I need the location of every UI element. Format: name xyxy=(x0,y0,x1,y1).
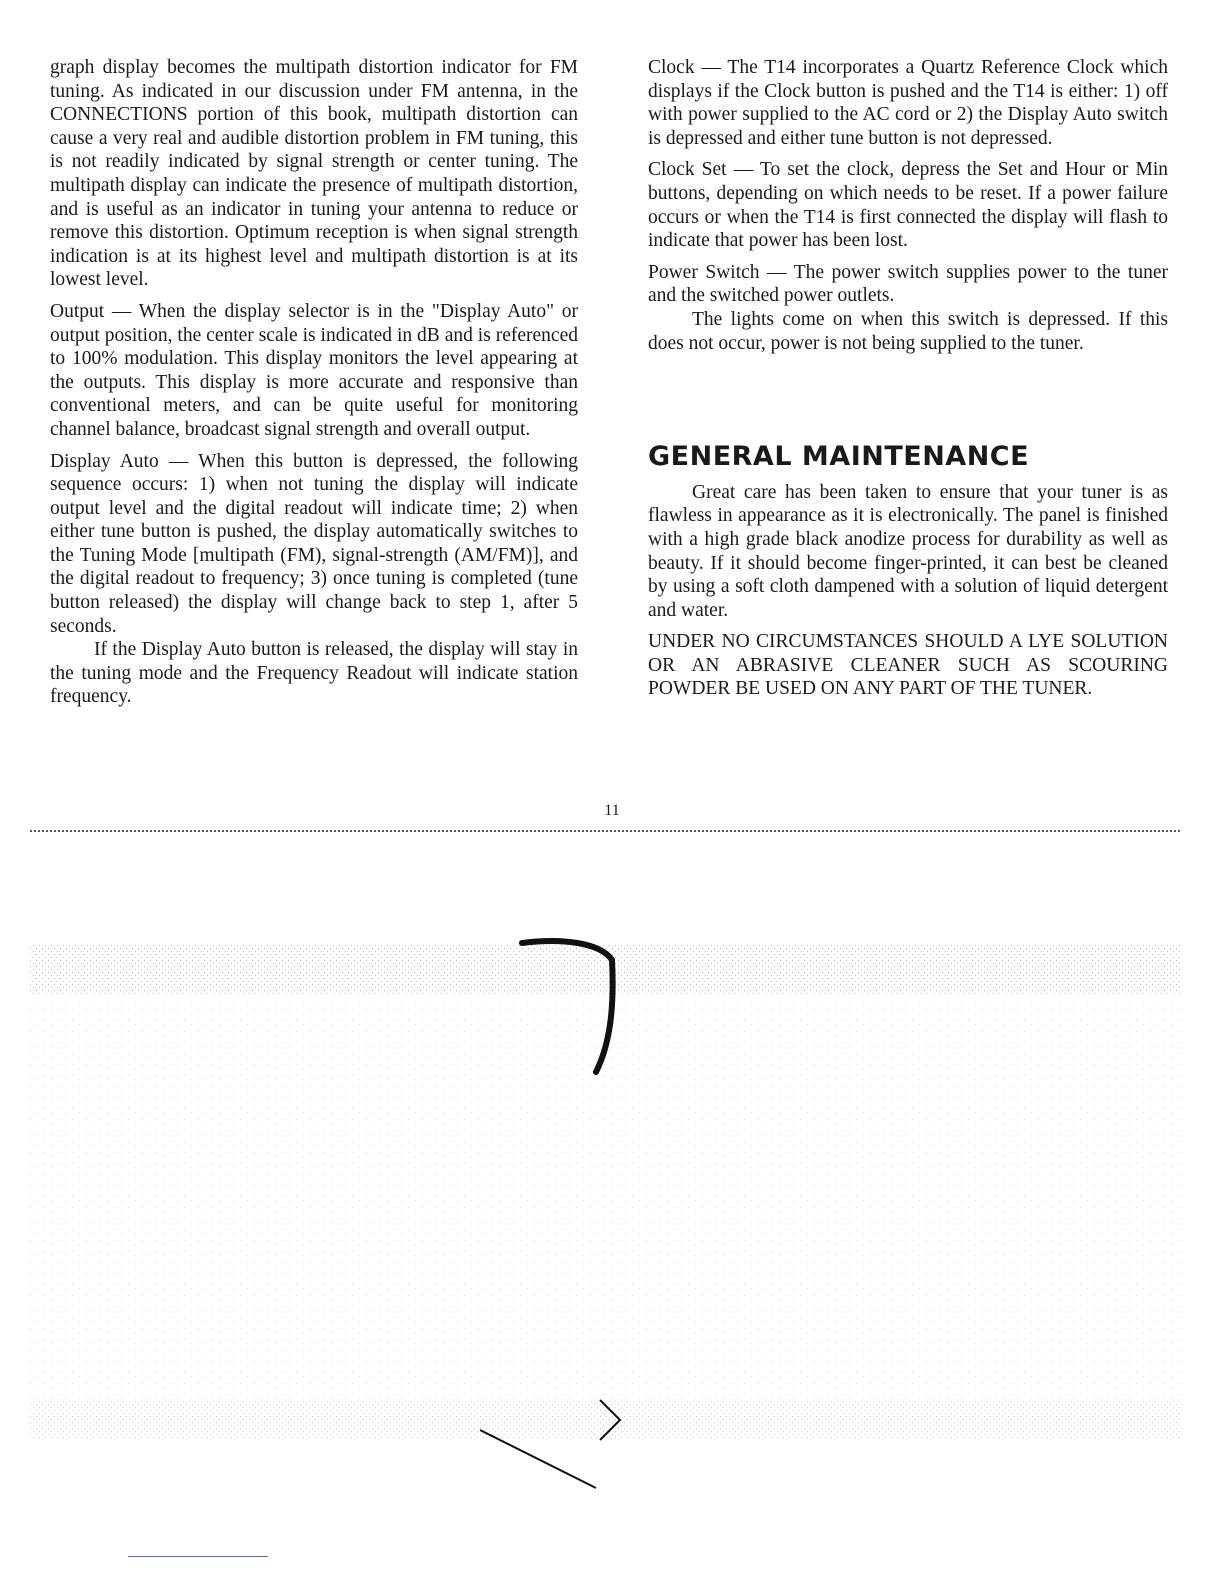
output-text: — When the display selector is in the "Display Auto" or output position, the center scale is indicated in dB and is referenced to 100% modulation. This display monitors the level appearing at the outputs. This display is more accurate and responsive than conventional meters, and can be quite useful for monitoring channel balance, broadcast signal strength and overall output. xyxy=(50,300,578,440)
right-column xyxy=(648,56,1168,701)
output-term: Output xyxy=(50,300,105,322)
display-auto-term: Display Auto xyxy=(50,450,159,472)
clock-term: Clock xyxy=(648,57,695,78)
page-number: 11 xyxy=(604,802,620,819)
display-auto-continuation: If the Display Auto button is released, the display will stay in the tuning mode and the Frequency Readout will indicate station frequency. xyxy=(50,639,578,708)
power-switch-term: Power Switch xyxy=(648,261,760,283)
scan-artifact-area xyxy=(0,840,1224,1540)
display-auto-paragraph xyxy=(50,450,578,639)
clock-text: — The T14 incorporates a Quartz Reference Clock which displays if the Clock button is pushed and the T14 is either: 1) off with power supplied to the AC cord or 2) the Display Auto switch is depressed and either tune button is not depressed. xyxy=(648,57,1168,149)
clock-set-text: — To set the clock, depress the Set and Hour or Min buttons, depending on which needs to be reset. If a power failure occurs or when the T14 is first connected the display will flash to indicate that power has been lost. xyxy=(648,159,1168,252)
output-paragraph xyxy=(50,300,578,442)
bottom-rule xyxy=(128,1556,268,1557)
left-column xyxy=(50,56,578,717)
maintenance-warning: UNDER NO CIRCUMSTANCES SHOULD A LYE SOLUTION OR AN ABRASIVE CLEANER SUCH AS SCOURING POWDER BE USED ON ANY PART OF THE TUNER. xyxy=(648,631,1168,700)
power-switch-continuation: The lights come on when this switch is depressed. If this does not occur, power is not being supplied to the tuner. xyxy=(648,308,1168,354)
clock-set-paragraph xyxy=(648,158,1168,252)
noise-field xyxy=(30,1000,1180,1400)
power-switch-paragraph xyxy=(648,261,1168,308)
page-edge-divider xyxy=(30,830,1180,832)
multipath-paragraph: graph display becomes the multipath distortion indicator for FM tuning. As indicated in our discussion under FM antenna, in the CONNECTIONS portion of this book, multipath distortion can cause a very real and audible distortion problem in FM tuning, this is not readily indicated by signal strength or center tuning. The multipath display can indicate the presence of multipath distortion, and is useful as an indicator in tuning your antenna to reduce or remove this distortion. Optimum reception is when signal strength indication is at its highest level and multipath distortion is at its lowest level. xyxy=(50,57,578,291)
clock-paragraph xyxy=(648,56,1168,150)
clock-set-term: Clock Set xyxy=(648,159,727,181)
maintenance-heading: GENERAL MAINTENANCE xyxy=(648,441,1030,473)
maintenance-paragraph: Great care has been taken to ensure that your tuner is as flawless in appearance as it is electronically. The panel is finished with a high grade black anodize process for durability as well as beauty. If it should become finger-printed, it can best be cleaned by using a soft cloth dampened with a solution of liquid detergent and water. xyxy=(648,481,1168,621)
power-switch-text: — The power switch supplies power to the tuner and the switched power outlets. xyxy=(648,261,1168,307)
display-auto-text: — When this button is depressed, the following sequence occurs: 1) when not tuning the display will indicate output level and the digital readout will indicate time; 2) when either tune button is pushed, the display automatically switches to the Tuning Mode [multipath (FM), signal-strength (AM/FM)], and the digital readout to frequency; 3) once tuning is completed (tune button released) the display will change back to step 1, after 5 seconds. xyxy=(50,450,578,637)
